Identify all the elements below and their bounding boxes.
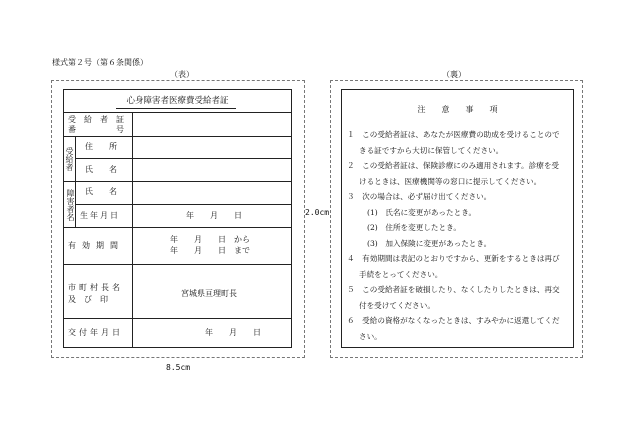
- mayor-label-bottom: 及 び 印: [68, 295, 108, 304]
- issue-date-label: 交付年月日: [68, 328, 123, 337]
- height-dimension-label: 2.0cm: [305, 208, 330, 217]
- note-line: ３ 次の場合は、必ず届け出てください。: [347, 192, 492, 201]
- recipient-name-label: 氏 名: [85, 165, 117, 174]
- recipient-number-label-top: 受 給 者 証: [68, 115, 124, 124]
- row-line: [63, 227, 292, 228]
- note-line: ６ 受給の資格がなくなったときは、すみやかに返還してくだ: [347, 316, 560, 325]
- mayor-label-top: 市町村長名: [68, 283, 123, 292]
- recipient-group-label: 受給者: [65, 147, 74, 171]
- validity-from: 年 月 日 から: [170, 235, 250, 244]
- group-divider: [75, 136, 76, 227]
- note-line: 付を受けてください。: [359, 300, 435, 310]
- note-line: ２ この受給者証は、保険診療にのみ適用されます。診療を受: [347, 161, 560, 170]
- recipient-number-label-bottom: 番 号: [68, 125, 124, 134]
- disabled-name-label: 氏 名: [85, 187, 117, 196]
- row-line: [75, 158, 292, 159]
- notes-list: [347, 127, 573, 344]
- birth-date-value: 年 月 日: [186, 211, 242, 220]
- note-line: けるときは、医療機関等の窓口に提示してください。: [359, 176, 542, 186]
- note-line: 手続をとってください。: [359, 269, 443, 279]
- birth-date-label: 生年月日: [80, 211, 120, 220]
- note-line: きる証ですから大切に保管してください。: [359, 145, 504, 155]
- note-line: ４ 有効期間は表記のとおりですから、更新をするときは再び: [347, 254, 560, 263]
- row-line: [63, 181, 292, 182]
- note-line: (2) 住所を変更したとき。: [367, 223, 461, 232]
- disabled-group-label: 障害者名: [66, 189, 75, 221]
- mayor-value: 宮城県亘理町長: [181, 289, 237, 298]
- note-line: さい。: [359, 331, 382, 341]
- note-line: １ この受給者証は、あなたが医療費の助成を受けることので: [347, 130, 560, 139]
- form-title: 様式第２号（第６条関係）: [52, 58, 148, 67]
- note-line: ５ この受給者証を破損したり、なくしたりしたときは、再交: [347, 285, 560, 294]
- row-line: [63, 318, 292, 319]
- notes-title: 注 意 事 項: [417, 105, 498, 114]
- card-title: 心身障害者医療費受給者証: [126, 96, 229, 106]
- note-line: (3) 加入保険に変更があったとき。: [367, 238, 492, 248]
- address-label: 住 所: [85, 142, 117, 151]
- row-line: [63, 112, 292, 113]
- back-side-label: （裏）: [442, 70, 466, 79]
- label-divider: [132, 112, 133, 348]
- validity-to: 年 月 日 まで: [170, 246, 250, 255]
- validity-label: 有効期間: [68, 241, 124, 250]
- note-line: (1) 氏名に変更があったとき。: [367, 207, 477, 217]
- row-line: [63, 136, 292, 137]
- row-line: [75, 204, 292, 205]
- row-line: [63, 264, 292, 265]
- width-dimension-label: 8.5cm: [166, 363, 191, 372]
- front-side-label: （表）: [170, 70, 194, 79]
- issue-date-value: 年 月 日: [205, 328, 261, 337]
- title-underline: [116, 108, 236, 109]
